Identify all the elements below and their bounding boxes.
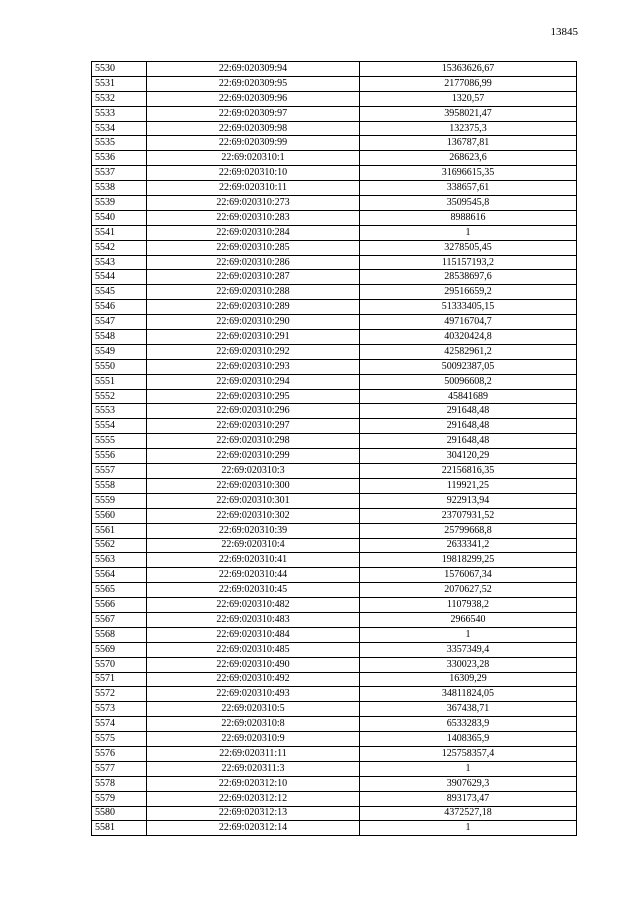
table-row xyxy=(92,508,577,523)
row-number-cell: 5565 xyxy=(92,583,147,598)
cadastral-number-cell: 22:69:020310:293 xyxy=(147,359,360,374)
value-cell: 1 xyxy=(360,225,577,240)
row-number-cell: 5559 xyxy=(92,493,147,508)
table-row xyxy=(92,240,577,255)
table-row xyxy=(92,315,577,330)
row-number-cell: 5539 xyxy=(92,196,147,211)
table-row xyxy=(92,523,577,538)
table-row xyxy=(92,464,577,479)
cadastral-number-cell: 22:69:020310:299 xyxy=(147,449,360,464)
cadastral-number-cell: 22:69:020310:294 xyxy=(147,374,360,389)
table-row xyxy=(92,196,577,211)
value-cell: 132375,3 xyxy=(360,121,577,136)
value-cell: 1320,57 xyxy=(360,91,577,106)
value-cell: 19818299,25 xyxy=(360,553,577,568)
value-cell: 3907629,3 xyxy=(360,776,577,791)
row-number-cell: 5530 xyxy=(92,62,147,77)
table-row xyxy=(92,344,577,359)
row-number-cell: 5564 xyxy=(92,568,147,583)
cadastral-number-cell: 22:69:020310:289 xyxy=(147,300,360,315)
value-cell: 330023,28 xyxy=(360,657,577,672)
cadastral-number-cell: 22:69:020310:273 xyxy=(147,196,360,211)
table-row xyxy=(92,300,577,315)
value-cell: 40320424,8 xyxy=(360,330,577,345)
row-number-cell: 5554 xyxy=(92,419,147,434)
table-row xyxy=(92,791,577,806)
table-row xyxy=(92,821,577,836)
cadastral-number-cell: 22:69:020312:12 xyxy=(147,791,360,806)
cadastral-number-cell: 22:69:020310:485 xyxy=(147,642,360,657)
cadastral-number-cell: 22:69:020310:9 xyxy=(147,732,360,747)
cadastral-number-cell: 22:69:020310:301 xyxy=(147,493,360,508)
row-number-cell: 5557 xyxy=(92,464,147,479)
cadastral-number-cell: 22:69:020310:287 xyxy=(147,270,360,285)
cadastral-number-cell: 22:69:020310:45 xyxy=(147,583,360,598)
row-number-cell: 5562 xyxy=(92,538,147,553)
row-number-cell: 5532 xyxy=(92,91,147,106)
row-number-cell: 5581 xyxy=(92,821,147,836)
row-number-cell: 5556 xyxy=(92,449,147,464)
value-cell: 3509545,8 xyxy=(360,196,577,211)
table-row xyxy=(92,374,577,389)
cadastral-number-cell: 22:69:020310:492 xyxy=(147,672,360,687)
value-cell: 2633341,2 xyxy=(360,538,577,553)
cadastral-number-cell: 22:69:020310:300 xyxy=(147,478,360,493)
table-row xyxy=(92,598,577,613)
table-row xyxy=(92,702,577,717)
table-row xyxy=(92,419,577,434)
cadastral-number-cell: 22:69:020310:1 xyxy=(147,151,360,166)
row-number-cell: 5538 xyxy=(92,181,147,196)
row-number-cell: 5537 xyxy=(92,166,147,181)
row-number-cell: 5533 xyxy=(92,106,147,121)
cadastral-number-cell: 22:69:020312:10 xyxy=(147,776,360,791)
table-row xyxy=(92,449,577,464)
row-number-cell: 5536 xyxy=(92,151,147,166)
cadastral-number-cell: 22:69:020310:295 xyxy=(147,389,360,404)
cadastral-number-cell: 22:69:020310:8 xyxy=(147,717,360,732)
value-cell: 51333405,15 xyxy=(360,300,577,315)
value-cell: 3357349,4 xyxy=(360,642,577,657)
table-row xyxy=(92,732,577,747)
cadastral-number-cell: 22:69:020312:14 xyxy=(147,821,360,836)
cadastral-number-cell: 22:69:020310:5 xyxy=(147,702,360,717)
cadastral-number-cell: 22:69:020310:291 xyxy=(147,330,360,345)
table-row xyxy=(92,583,577,598)
value-cell: 1 xyxy=(360,821,577,836)
value-cell: 1 xyxy=(360,627,577,642)
table-row xyxy=(92,612,577,627)
cadastral-number-cell: 22:69:020310:41 xyxy=(147,553,360,568)
value-cell: 119921,25 xyxy=(360,478,577,493)
table-row xyxy=(92,404,577,419)
row-number-cell: 5543 xyxy=(92,255,147,270)
table-row xyxy=(92,76,577,91)
row-number-cell: 5555 xyxy=(92,434,147,449)
value-cell: 1408365,9 xyxy=(360,732,577,747)
row-number-cell: 5534 xyxy=(92,121,147,136)
row-number-cell: 5567 xyxy=(92,612,147,627)
table-row xyxy=(92,538,577,553)
value-cell: 291648,48 xyxy=(360,404,577,419)
value-cell: 2966540 xyxy=(360,612,577,627)
value-cell: 1576067,34 xyxy=(360,568,577,583)
cadastral-number-cell: 22:69:020309:97 xyxy=(147,106,360,121)
table-row xyxy=(92,210,577,225)
row-number-cell: 5577 xyxy=(92,761,147,776)
value-cell: 42582961,2 xyxy=(360,344,577,359)
value-cell: 49716704,7 xyxy=(360,315,577,330)
table-row xyxy=(92,62,577,77)
table-row xyxy=(92,776,577,791)
table-row xyxy=(92,181,577,196)
row-number-cell: 5546 xyxy=(92,300,147,315)
cadastral-number-cell: 22:69:020310:283 xyxy=(147,210,360,225)
row-number-cell: 5571 xyxy=(92,672,147,687)
value-cell: 304120,29 xyxy=(360,449,577,464)
value-cell: 34811824,05 xyxy=(360,687,577,702)
value-cell: 1 xyxy=(360,761,577,776)
value-cell: 28538697,6 xyxy=(360,270,577,285)
row-number-cell: 5551 xyxy=(92,374,147,389)
value-cell: 2070627,52 xyxy=(360,583,577,598)
value-cell: 15363626,67 xyxy=(360,62,577,77)
cadastral-number-cell: 22:69:020310:483 xyxy=(147,612,360,627)
table-row xyxy=(92,106,577,121)
cadastral-number-cell: 22:69:020310:490 xyxy=(147,657,360,672)
table-row xyxy=(92,553,577,568)
row-number-cell: 5560 xyxy=(92,508,147,523)
value-cell: 115157193,2 xyxy=(360,255,577,270)
table-row xyxy=(92,478,577,493)
cadastral-number-cell: 22:69:020310:39 xyxy=(147,523,360,538)
table-row xyxy=(92,225,577,240)
value-cell: 16309,29 xyxy=(360,672,577,687)
table-row xyxy=(92,657,577,672)
row-number-cell: 5580 xyxy=(92,806,147,821)
value-cell: 338657,61 xyxy=(360,181,577,196)
row-number-cell: 5544 xyxy=(92,270,147,285)
row-number-cell: 5549 xyxy=(92,344,147,359)
row-number-cell: 5535 xyxy=(92,136,147,151)
cadastral-number-cell: 22:69:020310:296 xyxy=(147,404,360,419)
row-number-cell: 5569 xyxy=(92,642,147,657)
table-row xyxy=(92,687,577,702)
value-cell: 3958021,47 xyxy=(360,106,577,121)
table-row xyxy=(92,642,577,657)
value-cell: 2177086,99 xyxy=(360,76,577,91)
value-cell: 25799668,8 xyxy=(360,523,577,538)
row-number-cell: 5540 xyxy=(92,210,147,225)
row-number-cell: 5548 xyxy=(92,330,147,345)
table-row xyxy=(92,330,577,345)
row-number-cell: 5578 xyxy=(92,776,147,791)
value-cell: 45841689 xyxy=(360,389,577,404)
cadastral-number-cell: 22:69:020309:94 xyxy=(147,62,360,77)
row-number-cell: 5572 xyxy=(92,687,147,702)
table-row xyxy=(92,493,577,508)
row-number-cell: 5566 xyxy=(92,598,147,613)
cadastral-number-cell: 22:69:020310:3 xyxy=(147,464,360,479)
table-row xyxy=(92,746,577,761)
value-cell: 291648,48 xyxy=(360,419,577,434)
row-number-cell: 5553 xyxy=(92,404,147,419)
value-cell: 922913,94 xyxy=(360,493,577,508)
value-cell: 31696615,35 xyxy=(360,166,577,181)
row-number-cell: 5579 xyxy=(92,791,147,806)
table-row xyxy=(92,285,577,300)
cadastral-number-cell: 22:69:020310:286 xyxy=(147,255,360,270)
table-row xyxy=(92,91,577,106)
cadastral-number-cell: 22:69:020309:98 xyxy=(147,121,360,136)
table-row xyxy=(92,627,577,642)
value-cell: 367438,71 xyxy=(360,702,577,717)
cadastral-number-cell: 22:69:020310:285 xyxy=(147,240,360,255)
table-row xyxy=(92,389,577,404)
cadastral-number-cell: 22:69:020310:302 xyxy=(147,508,360,523)
row-number-cell: 5568 xyxy=(92,627,147,642)
row-number-cell: 5542 xyxy=(92,240,147,255)
row-number-cell: 5573 xyxy=(92,702,147,717)
cadastral-number-cell: 22:69:020309:99 xyxy=(147,136,360,151)
value-cell: 8988616 xyxy=(360,210,577,225)
value-cell: 1107938,2 xyxy=(360,598,577,613)
table-row xyxy=(92,166,577,181)
table-row xyxy=(92,255,577,270)
cadastral-number-cell: 22:69:020310:284 xyxy=(147,225,360,240)
cadastral-number-cell: 22:69:020310:4 xyxy=(147,538,360,553)
value-cell: 136787,81 xyxy=(360,136,577,151)
row-number-cell: 5576 xyxy=(92,746,147,761)
value-cell: 893173,47 xyxy=(360,791,577,806)
value-cell: 29516659,2 xyxy=(360,285,577,300)
row-number-cell: 5547 xyxy=(92,315,147,330)
row-number-cell: 5561 xyxy=(92,523,147,538)
table-row xyxy=(92,359,577,374)
cadastral-number-cell: 22:69:020310:297 xyxy=(147,419,360,434)
row-number-cell: 5552 xyxy=(92,389,147,404)
value-cell: 268623,6 xyxy=(360,151,577,166)
cadastral-number-cell: 22:69:020310:292 xyxy=(147,344,360,359)
table-row xyxy=(92,121,577,136)
cadastral-number-cell: 22:69:020310:493 xyxy=(147,687,360,702)
row-number-cell: 5541 xyxy=(92,225,147,240)
row-number-cell: 5563 xyxy=(92,553,147,568)
cadastral-number-cell: 22:69:020311:11 xyxy=(147,746,360,761)
cadastral-number-cell: 22:69:020310:484 xyxy=(147,627,360,642)
cadastral-number-cell: 22:69:020309:95 xyxy=(147,76,360,91)
cadastral-number-cell: 22:69:020310:298 xyxy=(147,434,360,449)
value-cell: 50096608,2 xyxy=(360,374,577,389)
row-number-cell: 5570 xyxy=(92,657,147,672)
cadastral-number-cell: 22:69:020311:3 xyxy=(147,761,360,776)
table-row xyxy=(92,806,577,821)
value-cell: 291648,48 xyxy=(360,434,577,449)
value-cell: 125758357,4 xyxy=(360,746,577,761)
row-number-cell: 5545 xyxy=(92,285,147,300)
row-number-cell: 5531 xyxy=(92,76,147,91)
cadastral-number-cell: 22:69:020310:290 xyxy=(147,315,360,330)
page-number: 13845 xyxy=(550,26,578,38)
table-row xyxy=(92,672,577,687)
value-cell: 3278505,45 xyxy=(360,240,577,255)
cadastral-number-cell: 22:69:020312:13 xyxy=(147,806,360,821)
table-row xyxy=(92,270,577,285)
cadastral-value-table xyxy=(91,61,577,836)
value-cell: 23707931,52 xyxy=(360,508,577,523)
table-row xyxy=(92,434,577,449)
cadastral-number-cell: 22:69:020310:288 xyxy=(147,285,360,300)
value-cell: 50092387,05 xyxy=(360,359,577,374)
table-row xyxy=(92,568,577,583)
cadastral-number-cell: 22:69:020310:482 xyxy=(147,598,360,613)
row-number-cell: 5575 xyxy=(92,732,147,747)
table-row xyxy=(92,717,577,732)
row-number-cell: 5558 xyxy=(92,478,147,493)
row-number-cell: 5550 xyxy=(92,359,147,374)
table-row xyxy=(92,151,577,166)
row-number-cell: 5574 xyxy=(92,717,147,732)
value-cell: 6533283,9 xyxy=(360,717,577,732)
value-cell: 4372527,18 xyxy=(360,806,577,821)
table-body xyxy=(92,62,577,836)
cadastral-number-cell: 22:69:020309:96 xyxy=(147,91,360,106)
table-row xyxy=(92,761,577,776)
cadastral-number-cell: 22:69:020310:44 xyxy=(147,568,360,583)
table-row xyxy=(92,136,577,151)
value-cell: 22156816,35 xyxy=(360,464,577,479)
cadastral-number-cell: 22:69:020310:10 xyxy=(147,166,360,181)
cadastral-number-cell: 22:69:020310:11 xyxy=(147,181,360,196)
